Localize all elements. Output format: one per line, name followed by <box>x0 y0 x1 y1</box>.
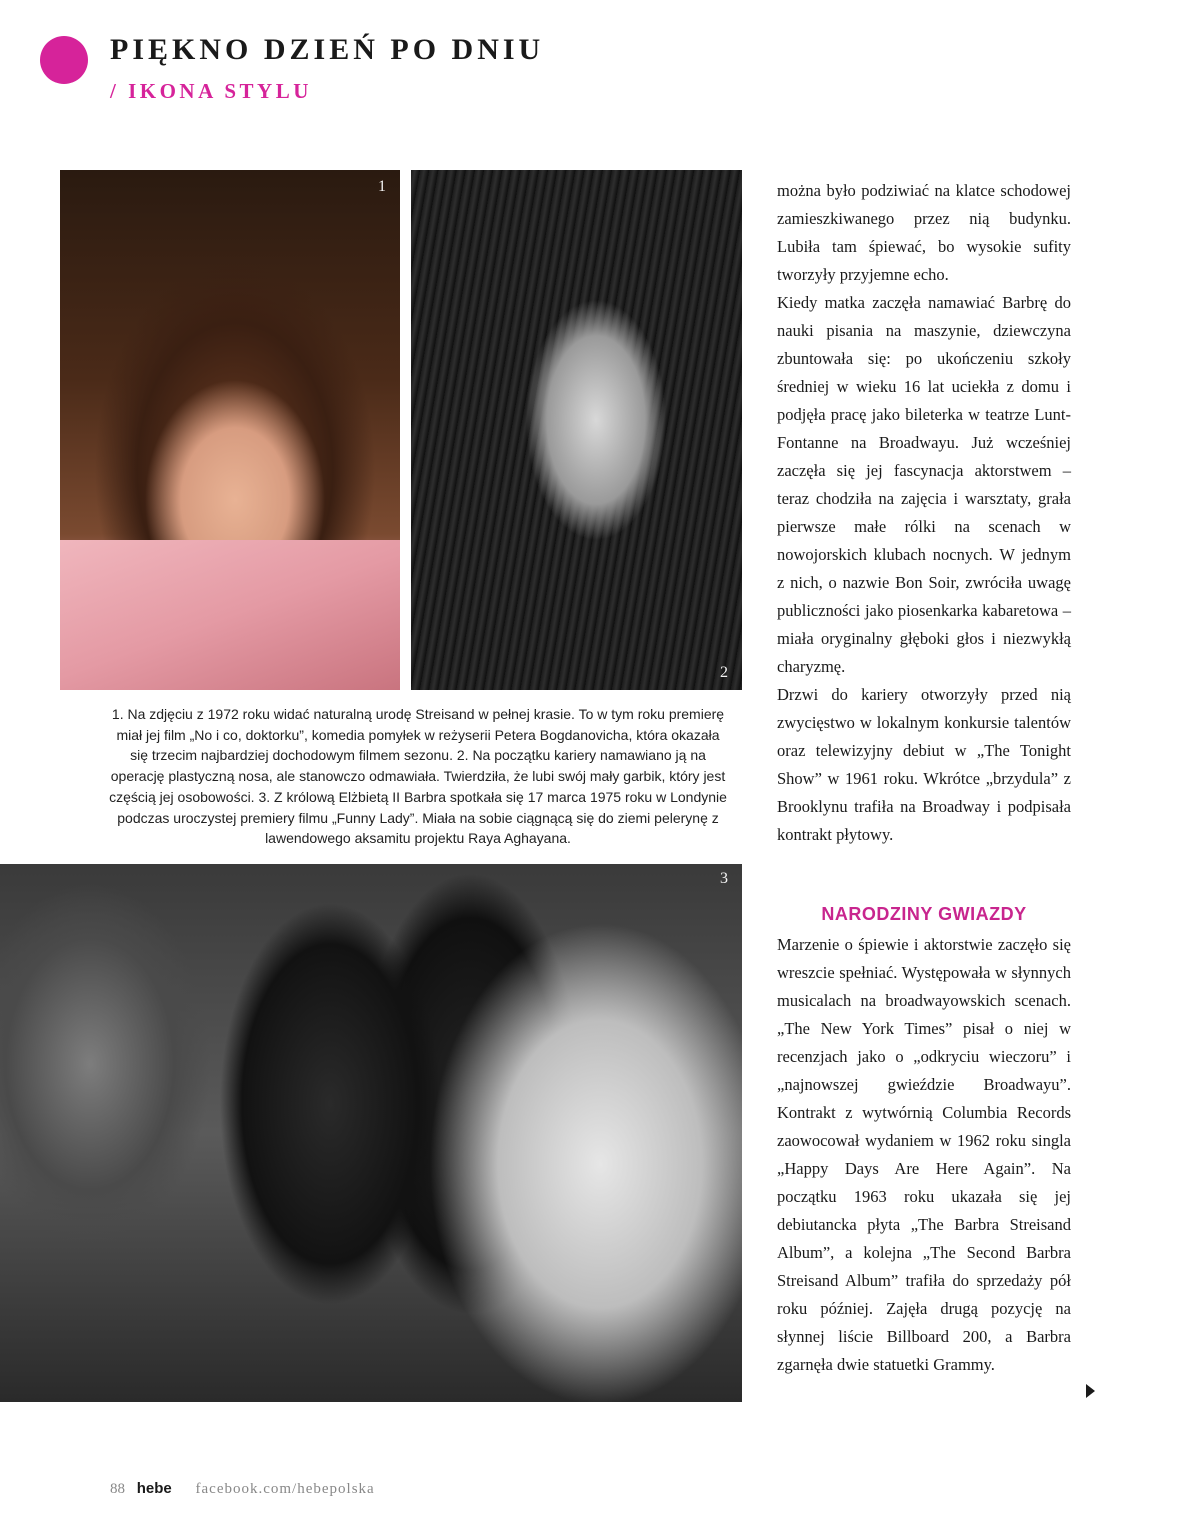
photo-portrait-1972 <box>60 170 400 690</box>
photo-portrait-bw <box>411 170 742 690</box>
facebook-link[interactable]: facebook.com/hebepolska <box>195 1481 375 1497</box>
photo-number: 3 <box>720 870 728 887</box>
photo-number: 1 <box>378 178 386 195</box>
article-column-top <box>777 177 1071 849</box>
article-paragraph: Marzenie o śpiewie i aktorstwie zaczęło się wreszcie spełniać. Występowała w słynnych musicalach na broadwayowskich scenach. „The New York Times” pisał o niej w recenzjach jako o „odkryciu wieczoru” i „najnowszej gwieździe Broadwayu”. Kontrakt z wytwórnią Columbia Records zaowocował wydaniem w 1962 roku singla „Happy Days Are Here Again”. Na początku 1963 roku ukazała się jej debiutancka płyta „The Barbra Streisand Album”, a kolejna „The Second Barbra Streisand Album” trafiła do sprzedaży pół roku później. Zajęła drugą pozycję na słynnej liście Billboard 200, a Barbra zgarnęła dwie statuetki Grammy. <box>777 935 1071 1374</box>
accent-dot <box>40 36 88 84</box>
article-paragraph: Kiedy matka zaczęła namawiać Barbrę do nauki pisania na maszynie, dziewczyna zbuntowała się: po ukończeniu szkoły średniej w wieku 16 lat uciekła z domu i podjęła pracę jako bileterka w teatrze Lunt-Fontanne na Broadwayu. Już wcześniej zaczęła się jej fascynacja aktorstwem – teraz chodziła na zajęcia i warsztaty, grała pierwsze małe rólki na scenach w nowojorskich klubach nocnych. W jednym z nich, o nazwie Bon Soir, zwróciła uwagę publiczności jako piosenkarka kabaretowa – miała oryginalny głęboki głos i niezwykłą charyzmę. <box>777 293 1071 676</box>
article-paragraph: można było podziwiać na klatce schodowej zamieszkiwanego przez nią budynku. Lubiła tam śpiewać, bo wysokie sufity tworzyły przyjemne echo. <box>777 181 1071 284</box>
section-heading: NARODZINY GWIAZDY <box>821 904 1027 924</box>
photo-captions: 1. Na zdjęciu z 1972 roku widać naturalną urodę Streisand w pełnej krasie. To w tym roku premierę miał jej film „No i co, doktorku”, komedia pomyłek w reżyserii Petera Bogdanovicha, która okazała się trzecim najbardziej dochodowym filmem sezonu. 2. Na początku kariery namawiano ją na operację plastyczną nosa, ale stanowczo odmawiała. Twierdziła, że lubi swój mały garbik, który jest częścią jej osobowości. 3. Z królową Elżbietą II Barbra spotkała się 17 marca 1975 roku w Londynie podczas uroczystej premiery filmu „Funny Lady”. Miała na sobie ciągnącą się do ziemi pelerynę z lawendowego aksamitu projektu Raya Aghayana. <box>109 706 727 847</box>
brand-logo: hebe <box>136 1480 172 1497</box>
photo-queen-meeting <box>0 864 742 1402</box>
page-title: PIĘKNO DZIEŃ PO DNIU <box>110 33 545 66</box>
article-paragraph: Drzwi do kariery otworzyły przed nią zwycięstwo w lokalnym konkursie talentów oraz telewizyjny debiut w „The Tonight Show” w 1961 roku. Wkrótce „brzydula” z Brooklynu trafiła na Broadway i podpisała kontrakt płytowy. <box>777 685 1071 844</box>
pink-garment <box>60 540 400 690</box>
page-number: 88 <box>110 1481 125 1497</box>
section-subtitle: / IKONA STYLU <box>110 79 312 103</box>
photo-number: 2 <box>720 664 728 681</box>
page-footer <box>110 1480 375 1498</box>
article-column-bottom <box>777 931 1071 1379</box>
continue-arrow-icon <box>1086 1384 1095 1398</box>
